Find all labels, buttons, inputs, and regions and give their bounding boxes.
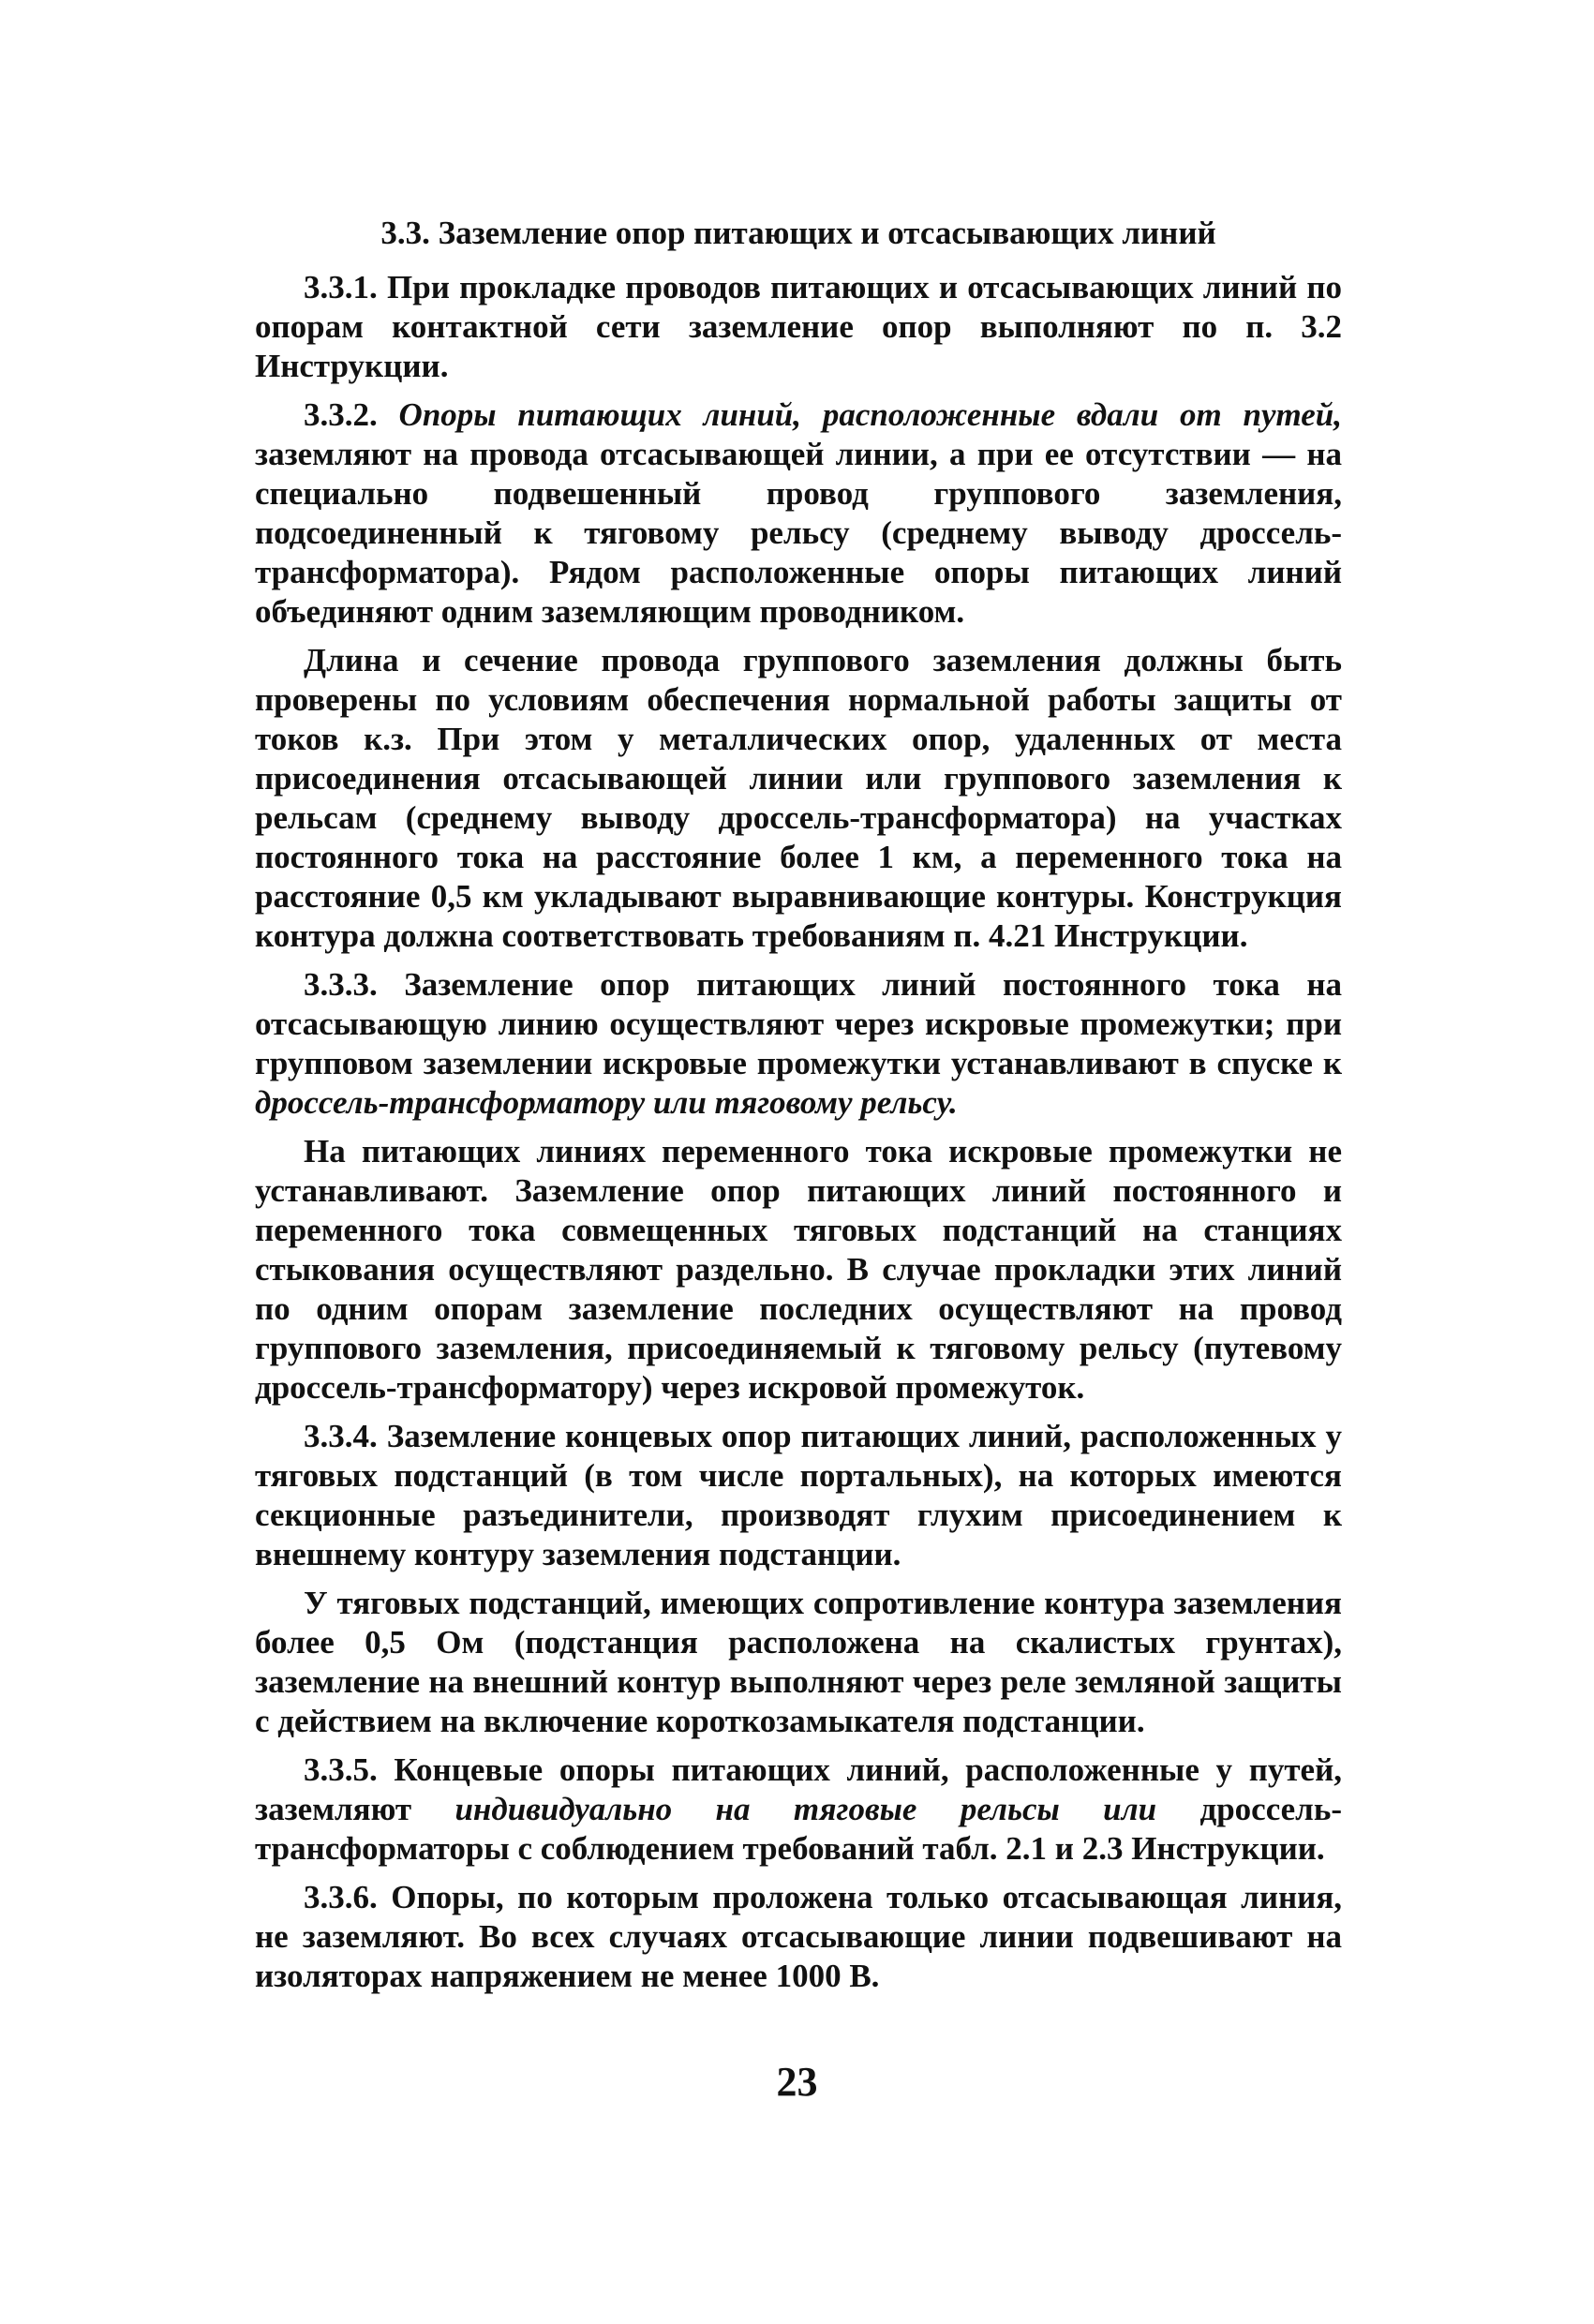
paragraph-text: заземляют на провода отсасывающей линии, а при ее отсутствии — на специально подвешенный провод группового заземления, подсоединенный к тяговому рельсу (среднему выводу дроссель-трансформатора). Рядом расположенные опоры питающих линий объединяют одним заземляющим проводником. (255, 436, 1342, 630)
paragraph-3-3-4 (255, 1417, 1342, 1574)
paragraph-text: У тяговых подстанций, имеющих сопротивление контура заземления более 0,5 Ом (подстанция расположена на скалистых грунтах), заземление на внешний контур выполняют через реле земляной защиты с действием на включение короткозамыкателя подстанции. (255, 1585, 1342, 1739)
paragraph-text: При прокладке проводов питающих и отсасывающих линий по опорам контактной сети заземление опор выполняют по п. 3.2 Инструкции. (255, 269, 1343, 384)
paragraph-text-after: дроссель-трансформаторы с соблюдением требований табл. 2.1 и 2.3 Инструкции. (255, 1791, 1342, 1867)
paragraph-number: 3.3.5. (304, 1751, 378, 1788)
paragraph-text: Заземление опор питающих линий постоянного тока на отсасывающую линию осуществляют через искровые промежутки; при групповом заземлении искровые промежутки устанавливают в спуске к (255, 966, 1342, 1081)
paragraph-text: Опоры, по которым проложена только отсасывающая линия, не заземляют. Во всех случаях отсасывающие линии подвешивают на изоляторах напряжением не менее 1000 В. (255, 1879, 1343, 1994)
paragraph-number: 3.3.3. (304, 966, 378, 1003)
document-body (255, 214, 1342, 2005)
paragraph-3-3-4-continued (255, 1584, 1342, 1741)
paragraph-text: Концевые опоры питающих линий, расположенные у путей, заземляют (255, 1751, 1343, 1827)
paragraph-number: 3.3.6. (304, 1879, 378, 1915)
paragraph-number: 3.3.4. (304, 1418, 378, 1454)
paragraph-3-3-5 (255, 1750, 1342, 1869)
paragraph-3-3-3-continued (255, 1132, 1342, 1408)
paragraph-italic-mid: индивидуально на тяговые рельсы или (454, 1791, 1157, 1827)
section-heading: 3.3. Заземление опор питающих и отсасывающих линий (380, 215, 1216, 251)
paragraph-3-3-2-continued (255, 641, 1342, 956)
paragraph-3-3-3 (255, 965, 1342, 1123)
paragraph-text: Длина и сечение провода группового заземления должны быть проверены по условиям обеспечения нормальной работы защиты от токов к.з. При этом у металлических опор, удаленных от места присоединения отсасывающей линии или группового заземления к рельсам (среднему выводу дроссель-трансформатора) на участках постоянного тока на расстояние более 1 км, а переменного тока на расстояние 0,5 км укладывают выравнивающие контуры. Конструкция контура должна соответствовать требованиям п. 4.21 Инструкции. (255, 642, 1342, 954)
paragraph-3-3-2 (255, 395, 1342, 632)
paragraph-text: На питающих линиях переменного тока искровые промежутки не устанавливают. Заземление опор питающих линий постоянного и переменного тока совмещенных тяговых подстанций на станциях стыкования осуществляют раздельно. В случае прокладки этих линий по одним опорам заземление последних осуществляют на провод группового заземления, присоединяемый к тяговому рельсу (путевому дроссель-трансформатору) через искровой промежуток. (255, 1133, 1342, 1406)
paragraph-3-3-1 (255, 268, 1342, 386)
paragraph-number: 3.3.1. (304, 269, 378, 305)
paragraph-3-3-6 (255, 1878, 1342, 1996)
paragraph-number: 3.3.2. (304, 396, 378, 433)
paragraph-italic-tail: дроссель-трансформатору или тяговому рельсу. (255, 1084, 958, 1121)
page-number: 23 (776, 2059, 818, 2105)
paragraph-text: Заземление концевых опор питающих линий, расположенных у тяговых подстанций (в том числе портальных), на которых имеются секционные разъединители, производят глухим присоединением к внешнему контуру заземления подстанции. (255, 1418, 1342, 1572)
paragraph-italic-text: Опоры питающих линий, расположенные вдали от путей, (398, 396, 1342, 433)
